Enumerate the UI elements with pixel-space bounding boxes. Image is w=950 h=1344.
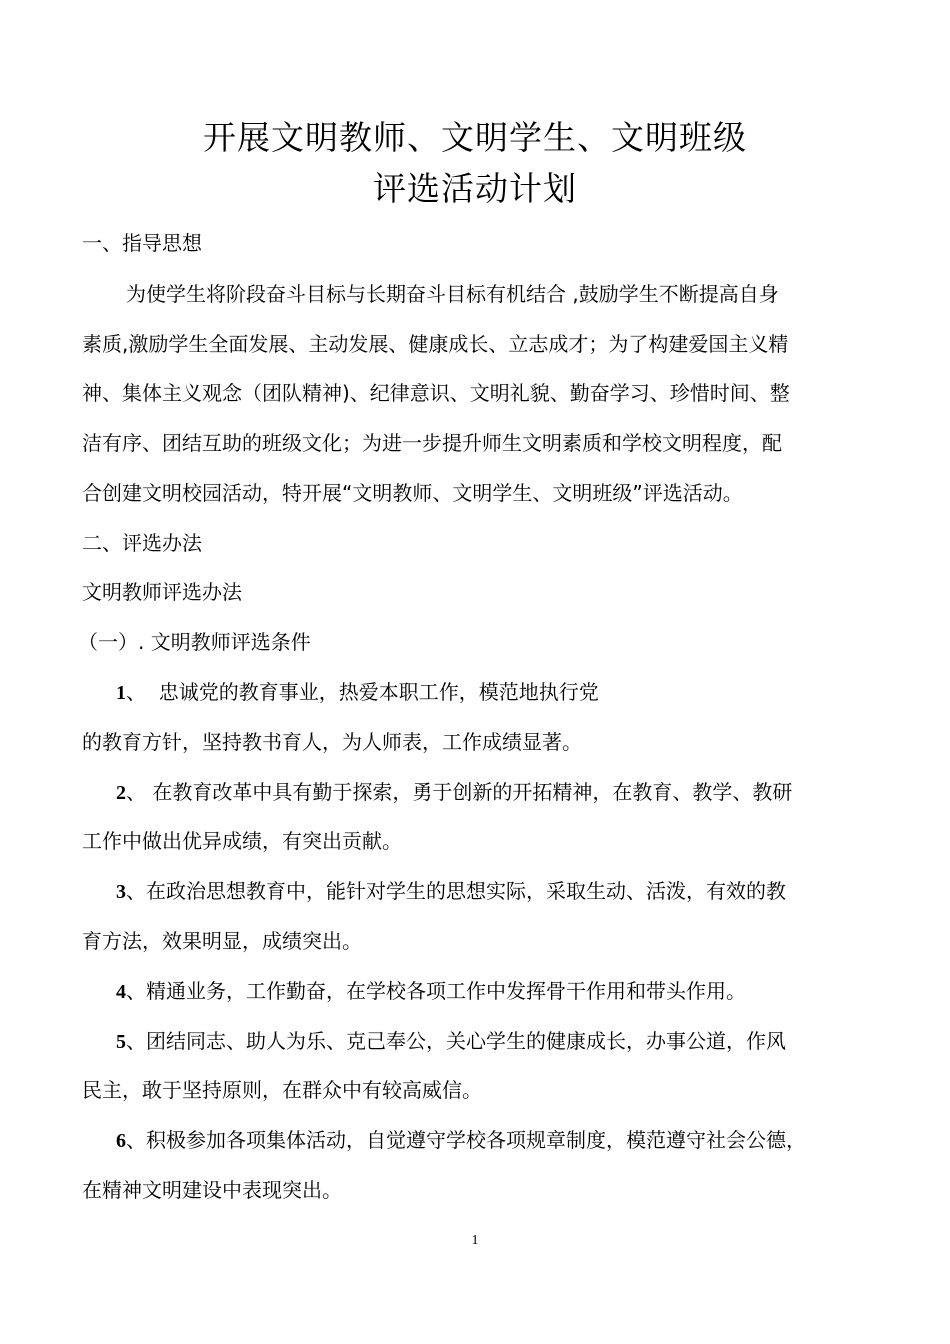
- item-text: 团结同志、助人为乐、克己奉公，关心学生的健康成长，办事公道，作风: [146, 1029, 786, 1053]
- section2-heading: 二、评选办法: [82, 531, 202, 555]
- item-continuation: 在精神文明建设中表现突出。: [82, 1178, 342, 1202]
- item-text: 忠诚党的教育事业，热爱本职工作，模范地执行党: [146, 680, 599, 704]
- item-separator: 、: [126, 780, 146, 804]
- condition-item: [116, 877, 786, 906]
- item-number: 3: [116, 881, 126, 903]
- item-continuation: 的教育方针，坚持教书育人，为人师表，工作成绩显著。: [82, 730, 582, 754]
- condition-item: [116, 778, 792, 807]
- document-title-line2: 评选活动计划: [373, 169, 577, 208]
- item-text: 在政治思想教育中，能针对学生的思想实际，采取生动、活泼，有效的教: [146, 879, 786, 903]
- section1-line: 素质,激励学生全面发展、主动发展、健康成长、立志成才；为了构建爱国主义精: [82, 332, 789, 356]
- item-text: 精通业务，工作勤奋，在学校各项工作中发挥骨干作用和带头作用。: [146, 979, 746, 1003]
- item-number: 1: [116, 682, 126, 704]
- condition-title: （一）. 文明教师评选条件: [78, 630, 311, 654]
- section2-subheading: 文明教师评选办法: [82, 580, 242, 604]
- item-text: 在教育改革中具有勤于探索，勇于创新的开拓精神，在教育、教学、教研: [146, 780, 793, 804]
- item-separator: 、: [126, 879, 146, 903]
- page-number: 1: [471, 1233, 479, 1248]
- item-number: 2: [116, 782, 126, 804]
- item-separator: 、: [126, 680, 146, 704]
- item-continuation: 工作中做出优异成绩，有突出贡献。: [82, 829, 402, 853]
- document-title-line1: 开展文明教师、文明学生、文明班级: [203, 118, 747, 157]
- condition-item: [116, 1126, 806, 1155]
- item-separator: 、: [126, 979, 146, 1003]
- section1-line: 神、集体主义观念（团队精神)、纪律意识、文明礼貌、勤奋学习、珍惜时间、整: [82, 381, 790, 405]
- item-text: 积极参加各项集体活动，自觉遵守学校各项规章制度，模范遵守社会公德，: [146, 1128, 806, 1152]
- item-separator: 、: [126, 1029, 146, 1053]
- item-separator: 、: [126, 1128, 146, 1152]
- item-number: 6: [116, 1130, 126, 1152]
- condition-item: [116, 977, 746, 1006]
- item-continuation: 育方法，效果明显，成绩突出。: [82, 929, 362, 953]
- item-continuation: 民主，敢于坚持原则，在群众中有较高威信。: [82, 1078, 482, 1102]
- condition-item: [116, 1027, 786, 1056]
- section1-line: 为使学生将阶段奋斗目标与长期奋斗目标有机结合 ,鼓励学生不断提高自身: [126, 282, 779, 306]
- item-number: 5: [116, 1031, 126, 1053]
- item-number: 4: [116, 981, 126, 1003]
- section1-line: 合创建文明校园活动，特开展“文明教师、文明学生、文明班级”评选活动。: [82, 481, 743, 505]
- condition-item: [116, 678, 599, 707]
- section1-line: 洁有序、团结互助的班级文化；为进一步提升师生文明素质和学校文明程度，配: [82, 431, 782, 455]
- section1-heading: 一、指导思想: [82, 231, 202, 255]
